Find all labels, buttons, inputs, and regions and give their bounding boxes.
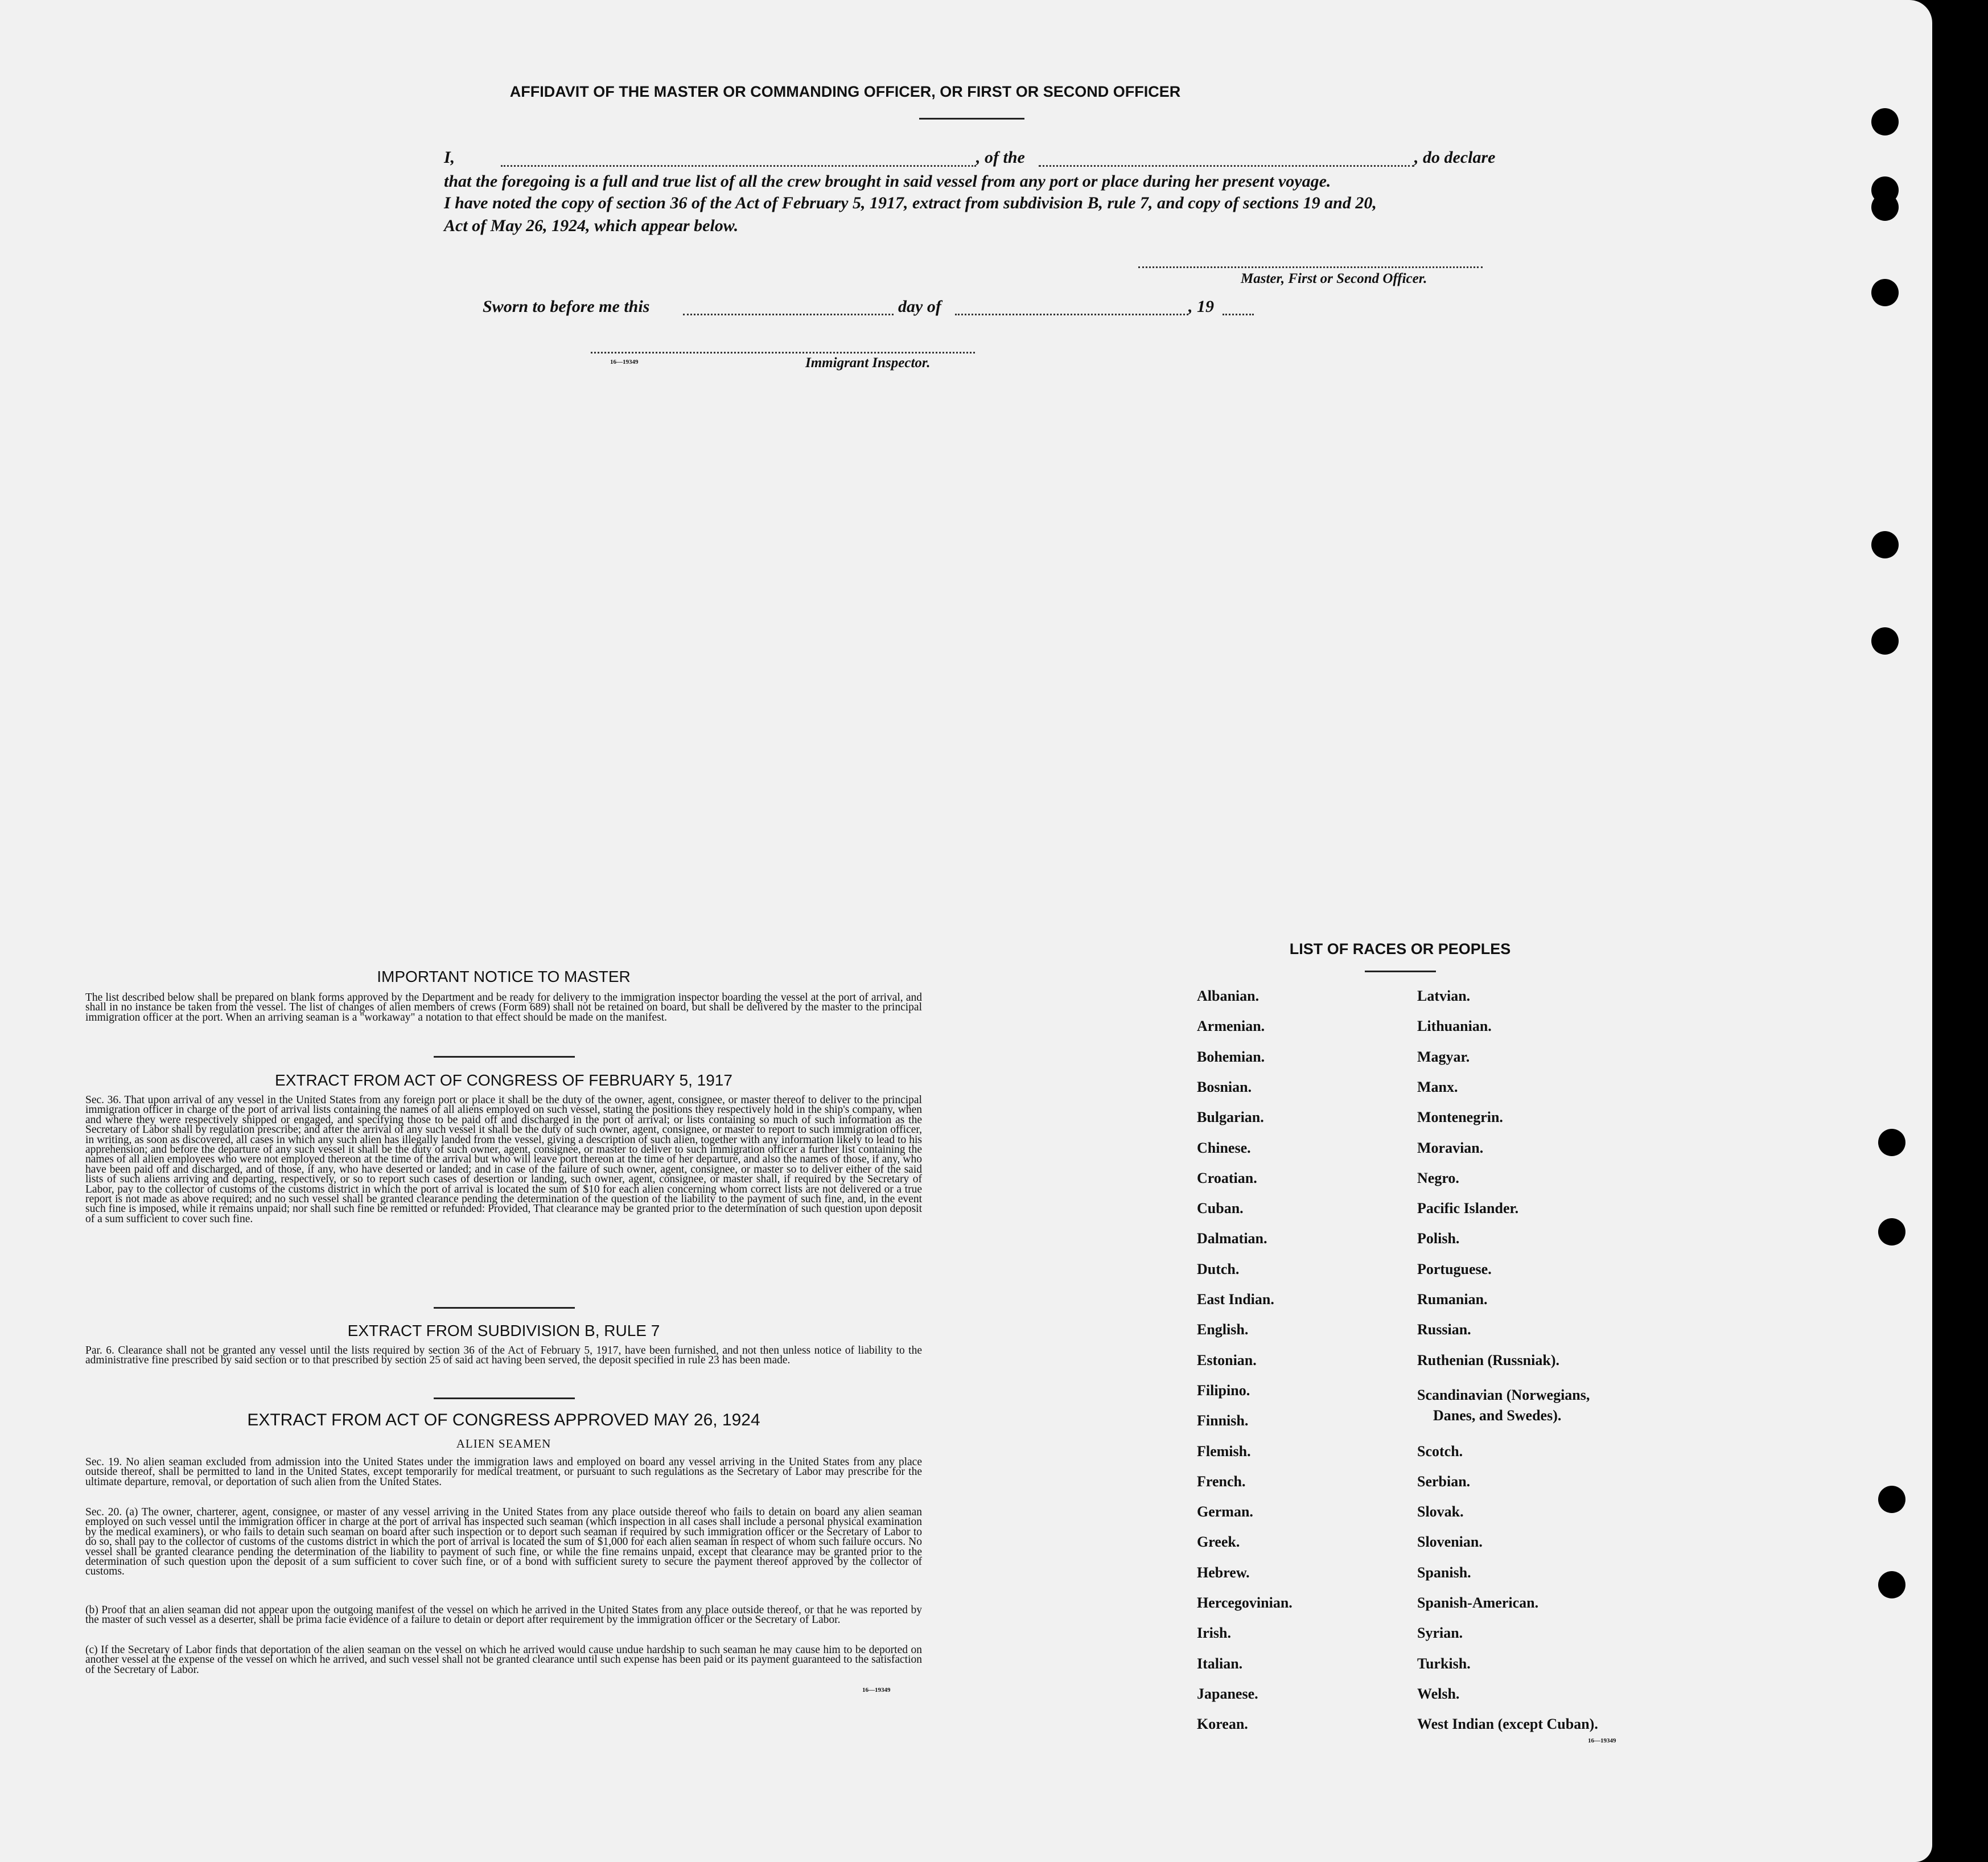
race-item: Bosnian.	[1197, 1078, 1252, 1095]
section-rule	[434, 1307, 575, 1309]
race-item: Pacific Islander.	[1417, 1200, 1519, 1217]
race-item: Greek.	[1197, 1534, 1240, 1551]
title-rule	[919, 118, 1024, 120]
binder-hole	[1871, 627, 1899, 655]
race-item: Irish.	[1197, 1625, 1231, 1642]
race-item: English.	[1197, 1321, 1249, 1338]
race-item: Manx.	[1417, 1078, 1458, 1095]
race-item: French.	[1197, 1473, 1246, 1490]
race-item: Armenian.	[1197, 1018, 1265, 1035]
alien-seamen-subtitle: ALIEN SEAMEN	[456, 1437, 551, 1450]
sec-20a-text: Sec. 20. (a) The owner, charterer, agent, consignee, or master of any vessel arriving in the United States from any place outside thereof who fails to detain on board any alien seaman employed on such vessel until the immigration officer in charge at the port of arrival has inspected such seaman (which inspection in all cases shall include a personal physical examination by the medical examiners), or who fails to detain such seaman on board after such inspection or to deport such seaman if required by such immigration officer or the Secretary of Labor to do so, shall pay to the collector of customs of the customs district in which the port of arrival is located the sum of $1,000 for each alien seaman in respect of whom such failure occurs. No vessel shall be granted clearance pending the determination of the liability to payment of such fine, or while the fine remains unpaid, except that clearance may be granted prior to the determination of such question upon the deposit of a sum sufficient to cover such fine, or of a bond with sufficient surety to secure the payment thereof approved by the collector of customs.	[85, 1506, 922, 1578]
race-item: Lithuanian.	[1417, 1018, 1492, 1035]
race-item: Croatian.	[1197, 1169, 1257, 1186]
race-item: Scandinavian (Norwegians,	[1417, 1386, 1590, 1403]
race-item: Scotch.	[1417, 1442, 1463, 1460]
form-code: 16—19349	[610, 359, 639, 365]
race-item: Dutch.	[1197, 1260, 1240, 1277]
year-prefix: , 19	[1188, 297, 1214, 316]
race-item: Italian.	[1197, 1655, 1243, 1672]
race-item-continuation: Danes, and Swedes).	[1433, 1407, 1562, 1424]
race-item: Albanian.	[1197, 988, 1260, 1004]
race-item: Bohemian.	[1197, 1048, 1265, 1065]
race-item: German.	[1197, 1503, 1253, 1520]
race-item: Latvian.	[1417, 988, 1471, 1004]
extract-rule7-text: Par. 6. Clearance shall not be granted any vessel until the lists required by section 36 of the Act of February 5, 1917, have been furnished, and not then unless notice of liability to the administrative fine prescribed by said section or to that prescribed by section 25 of said act having been served, the deposit specified in rule 23 has been made.	[85, 1345, 922, 1367]
race-item: Negro.	[1417, 1169, 1459, 1186]
sec-20b-text: (b) Proof that an alien seaman did not appear upon the outgoing manifest of the vessel on which he arrived in the United States from any place outside thereof, or that he was reported by the master of such vessel as a deserter, shall be prima facie evidence of a failure to detain or deport after requirement by the immigration officer or the Secretary of Labor.	[85, 1604, 922, 1626]
binder-hole	[1878, 1571, 1905, 1598]
name-field-line	[501, 165, 976, 167]
do-declare-label: , do declare	[1414, 148, 1496, 167]
race-item: Magyar.	[1417, 1048, 1470, 1065]
sworn-year-line	[1223, 314, 1254, 315]
race-item: Spanish.	[1417, 1564, 1471, 1581]
affidavit-line-3: I have noted the copy of section 36 of the Act of February 5, 1917, extract from subdivision B, rule 7, and copy of sections 19 and 20,	[444, 194, 1377, 212]
form-code: 16—19349	[1588, 1737, 1616, 1744]
race-item: Rumanian.	[1417, 1291, 1488, 1308]
race-item: Spanish-American.	[1417, 1594, 1539, 1611]
do-declare-wrap	[1414, 148, 1511, 167]
race-item: Ruthenian (Russniak).	[1417, 1351, 1559, 1368]
race-item: Montenegrin.	[1417, 1109, 1503, 1126]
race-item: Russian.	[1417, 1321, 1471, 1338]
sworn-line	[483, 297, 710, 317]
signature-line	[1138, 266, 1483, 268]
i-label: I,	[444, 148, 455, 167]
signature-label: Master, First or Second Officer.	[1241, 271, 1427, 286]
binder-hole	[1871, 531, 1899, 558]
binder-hole	[1871, 194, 1899, 221]
vessel-field-line	[1039, 165, 1414, 167]
sworn-day-line	[683, 314, 894, 315]
race-item: Filipino.	[1197, 1382, 1250, 1399]
race-item: Hercegovinian.	[1197, 1594, 1293, 1611]
inspector-label: Immigrant Inspector.	[805, 355, 931, 371]
notice-title: IMPORTANT NOTICE TO MASTER	[377, 968, 631, 985]
race-item: Slovak.	[1417, 1503, 1464, 1520]
binder-hole	[1871, 279, 1899, 306]
notice-text: The list described below shall be prepared on blank forms approved by the Department and be ready for delivery to the immigration inspector boarding the vessel at the port of arrival, and shall in no instance be taken from the vessel. The list of changes of alien members of crews (Form 689) shall not be retained on board, but shall be delivered by the master to the principal immigration officer at the port. When an arriving seaman is a "workaway" a notation to that effect should be made on the manifest.	[85, 992, 922, 1024]
binder-hole	[1871, 108, 1899, 135]
race-item: East Indian.	[1197, 1291, 1274, 1308]
race-item: Dalmatian.	[1197, 1230, 1267, 1247]
race-item: Syrian.	[1417, 1625, 1463, 1642]
race-item: Korean.	[1197, 1716, 1248, 1733]
sec-19-text: Sec. 19. No alien seaman excluded from admission into the United States under the immigration laws and employed on board any vessel arriving in the United States from any place outside thereof, shall be permitted to land in the United States, except temporarily for medical treatment, or pursuant to such regulations as the Secretary of Labor may prescribe for the ultimate departure, removal, or deportation of such alien from the United States.	[85, 1456, 922, 1488]
races-title: LIST OF RACES OR PEOPLES	[1289, 940, 1511, 957]
race-item: Turkish.	[1417, 1655, 1471, 1672]
race-item: Polish.	[1417, 1230, 1460, 1247]
extract-rule7-title: EXTRACT FROM SUBDIVISION B, RULE 7	[347, 1322, 660, 1339]
section-rule	[434, 1397, 575, 1399]
inspector-line	[591, 352, 975, 354]
binder-hole	[1878, 1218, 1905, 1246]
race-item: Moravian.	[1417, 1139, 1484, 1156]
race-item: Estonian.	[1197, 1351, 1257, 1368]
extract-1924-title: EXTRACT FROM ACT OF CONGRESS APPROVED MAY 26, 1924	[247, 1411, 760, 1429]
race-item: West Indian (except Cuban).	[1417, 1716, 1598, 1733]
of-the-label: , of the	[976, 148, 1025, 167]
extract-1917-text: Sec. 36. That upon arrival of any vessel in the United States from any foreign port or place it shall be the duty of the owner, agent, consignee, or master thereof to deliver to the principal immigration officer in charge of the port of arrival lists containing the names of all aliens employed on such vessel, stating the positions they respectively hold in the ship's company, when and where they were respectively shipped or engaged, and specifying those to be paid off and discharged in the port of arrival; or lists containing so much of such information as the Secretary of Labor shall by regulation prescribe; and after the arrival of any such vessel it shall be the duty of such owner, agent, consignee, or master to report to such immigration officer, in writing, as soon as discovered, all cases in which any such alien has illegally landed from the vessel, giving a description of such alien, together with any information likely to lead to his apprehension; and before the departure of any such vessel it shall be the duty of such owner, agent, consignee, or master to deliver to such immigration officer a further list containing the names of all alien employees who were not employed thereon at the time of the arrival but who will leave port thereon at the time of her departure, and also the names of those, if any, who have been paid off and discharged, and of those, if any, who have deserted or landed; and in case of the failure of such owner, agent, consignee, or master so to deliver either of the said lists of such aliens arriving and departing, respectively, or so to report such cases of desertion or landing, such owner, agent, consignee, or master shall, if required by the Secretary of Labor, pay to the collector of customs of the customs district in which the port of arrival is located the sum of $10 for each alien concerning whom correct lists are not delivered or a true report is not made as above required; and no such vessel shall be granted clearance pending the determination of the question of the liability to the payment of such fine, and, in the event such fine is imposed, while it remains unpaid; nor shall such fine be remitted or refunded: Provided, That clearance may be granted prior to the determination of such question upon deposit of a sum sufficient to cover such fine.	[85, 1094, 922, 1225]
year-wrap	[1188, 297, 1223, 317]
affidavit-line-4: Act of May 26, 1924, which appear below.	[444, 216, 739, 235]
section-rule	[434, 1056, 575, 1058]
race-item: Hebrew.	[1197, 1564, 1250, 1581]
sworn-month-line	[955, 314, 1188, 315]
race-item: Bulgarian.	[1197, 1109, 1264, 1126]
race-item: Serbian.	[1417, 1473, 1471, 1490]
race-item: Japanese.	[1197, 1685, 1258, 1702]
sec-20c-text: (c) If the Secretary of Labor finds that deportation of the alien seaman on the vessel on which he arrived would cause undue hardship to such seaman he may cause him to be deported on another vessel at the expense of the vessel on which he arrived, and such vessel shall not be granted clearance until such expense has been paid or its payment guaranteed to the satisfaction of the Secretary of Labor.	[85, 1644, 922, 1676]
sworn-prefix: Sworn to before me this	[483, 297, 650, 316]
races-title-rule	[1365, 971, 1436, 972]
race-item: Slovenian.	[1417, 1534, 1483, 1551]
race-item: Welsh.	[1417, 1685, 1460, 1702]
race-item: Portuguese.	[1417, 1260, 1492, 1277]
affidavit-line-2: that the foregoing is a full and true list of all the crew brought in said vessel from any port or place during her present voyage.	[444, 172, 1331, 191]
affidavit-title: AFFIDAVIT OF THE MASTER OR COMMANDING OFFICER, OR FIRST OR SECOND OFFICER	[509, 83, 1181, 100]
day-of-wrap	[898, 297, 961, 317]
race-item: Flemish.	[1197, 1442, 1251, 1460]
of-the-label-wrap	[976, 148, 1033, 167]
binder-hole	[1878, 1486, 1905, 1513]
form-code: 16—19349	[862, 1687, 891, 1694]
day-of-label: day of	[898, 297, 941, 316]
race-item: Cuban.	[1197, 1200, 1244, 1217]
extract-1917-title: EXTRACT FROM ACT OF CONGRESS OF FEBRUARY 5, 1917	[275, 1071, 732, 1089]
race-item: Finnish.	[1197, 1412, 1249, 1429]
race-item: Chinese.	[1197, 1139, 1251, 1156]
binder-hole	[1878, 1129, 1905, 1156]
